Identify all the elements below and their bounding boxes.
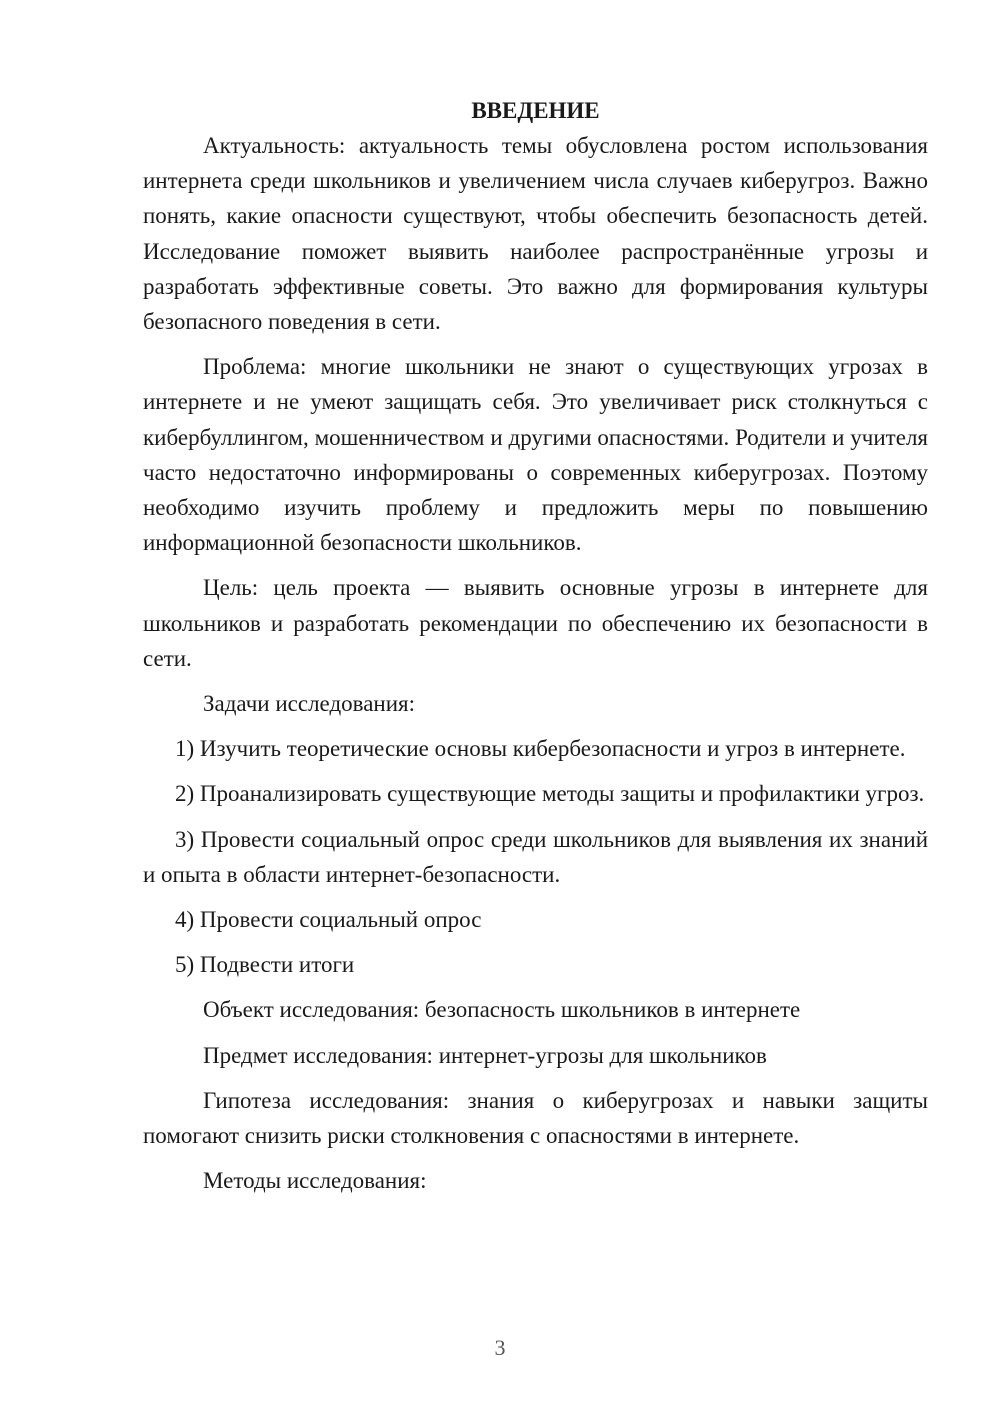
tasks-heading: Задачи исследования: xyxy=(203,691,416,717)
document-page xyxy=(143,93,928,1198)
research-object: Объект исследования: безопасность школьников в интернете xyxy=(203,997,801,1023)
page-number: 3 xyxy=(494,1335,506,1360)
section-title: ВВЕДЕНИЕ xyxy=(471,98,600,123)
task-item-3: 3) Провести социальный опрос среди школьников для выявления их знаний и опыта в области интернет-безопасности. xyxy=(143,826,928,887)
research-methods: Методы исследования: xyxy=(203,1168,427,1194)
problem-paragraph: Проблема: многие школьники не знают о существующих угрозах в интернете и не умеют защищать себя. Это увеличивает риск столкнуться с кибербуллингом, мошенничеством и другими опасностями. Родители и учителя часто недостаточно информированы о современных киберугрозах. Поэтому необходимо изучить проблему и предложить меры по повышению информационной безопасности школьников. xyxy=(143,354,928,556)
goal-paragraph: Цель: цель проекта — выявить основные угрозы в интернете для школьников и разработать рекомендации по обеспечению их безопасности в сети. xyxy=(143,575,928,671)
relevance-paragraph: Актуальность: актуальность темы обусловлена ростом использования интернета среди школьников и увеличением числа случаев киберугроз. Важно понять, какие опасности существуют, чтобы обеспечить безопасность детей. Исследование поможет выявить наиболее распространённые угрозы и разработать эффективные советы. Это важно для формирования культуры безопасного поведения в сети. xyxy=(143,133,928,335)
task-item-5: 5) Подвести итоги xyxy=(175,952,355,978)
research-subject: Предмет исследования: интернет-угрозы для школьников xyxy=(203,1042,767,1068)
research-hypothesis: Гипотеза исследования: знания о киберугрозах и навыки защиты помогают снизить риски столкновения с опасностями в интернете. xyxy=(143,1087,928,1149)
task-item-2: 2) Проанализировать существующие методы защиты и профилактики угроз. xyxy=(175,781,925,807)
task-item-4: 4) Провести социальный опрос xyxy=(175,907,482,933)
task-item-1: 1) Изучить теоретические основы кибербезопасности и угроз в интернете. xyxy=(175,736,906,762)
